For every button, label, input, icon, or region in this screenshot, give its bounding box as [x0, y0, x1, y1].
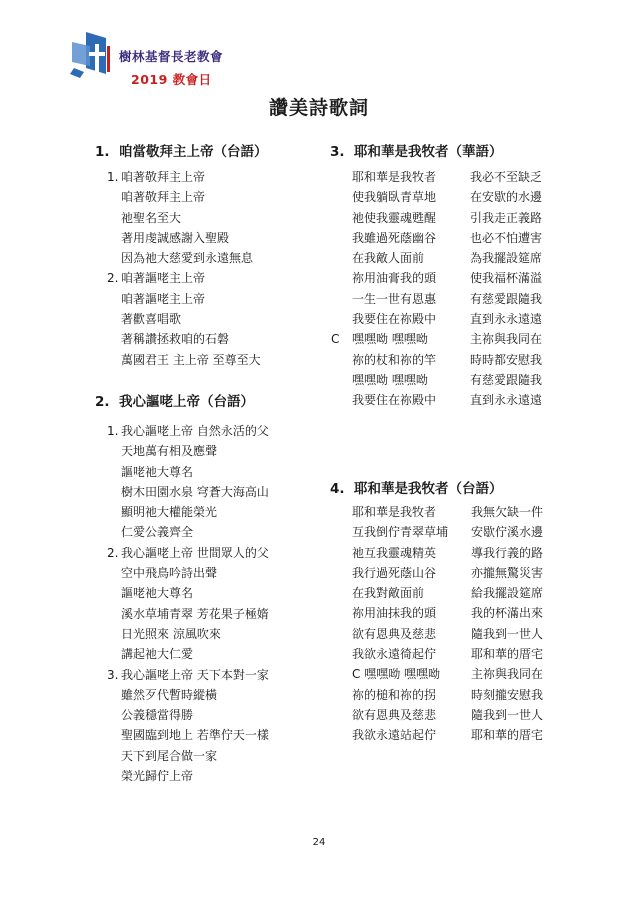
song-title: [330, 477, 503, 497]
lyric-line: [352, 664, 543, 684]
lyric-text: 耶和華是我牧者: [352, 505, 437, 519]
lyric-text: 欲有恩典及慈悲: [352, 707, 437, 722]
lyric-text: 有慈愛跟隨我: [470, 291, 543, 306]
lyric-line: [352, 644, 543, 664]
lyric-text: 樹木田園水泉 穹蒼大海高山: [121, 484, 269, 499]
lyric-text: 咱著敬拜主上帝: [121, 190, 206, 205]
lyric-line: [121, 685, 269, 705]
lyric-text: 雖然歹代暫時縱橫: [121, 687, 218, 702]
lyric-line: [121, 522, 269, 542]
lyric-line: [121, 350, 261, 370]
lyric-line: [121, 228, 261, 248]
lyric-line: [121, 482, 269, 502]
lyric-line: [107, 421, 269, 441]
song-title-text: 咱當敬拜主上帝（台語）: [119, 144, 268, 160]
lyric-text: 給我擺設筵席: [471, 586, 544, 601]
lyric-text: 隨我到一世人: [471, 626, 544, 641]
verse-number: 1.: [107, 424, 119, 438]
lyric-text: 我欲永遠站起佇: [352, 728, 437, 743]
lyric-text: 亦攏無驚災害: [471, 565, 544, 580]
lyric-text: 祢用油膏我的頭: [352, 271, 437, 286]
lyric-line: [121, 563, 269, 583]
lyric-line: [121, 441, 269, 461]
song-title: [95, 140, 268, 160]
lyric-line: [121, 725, 269, 745]
lyric-line: [121, 329, 261, 349]
lyric-line: [121, 289, 261, 309]
lyric-line: [121, 248, 261, 268]
lyric-text: 時時都安慰我: [470, 352, 543, 367]
lyric-text: 有慈愛跟隨我: [470, 372, 543, 387]
lyric-line: [121, 462, 269, 482]
lyric-text: 互我倒佇青翠草埔: [352, 525, 449, 540]
lyric-line: [352, 543, 543, 563]
lyric-line: [121, 624, 269, 644]
lyric-text: 主祢與我同在: [471, 667, 544, 682]
lyric-text: 著歡喜唱歌: [121, 312, 182, 327]
song-lyrics: [331, 167, 543, 411]
lyric-text: 咱著敬拜主上帝: [121, 170, 206, 184]
lyric-text: 著稱讚拯救咱的石磐: [121, 332, 230, 347]
lyric-text: 直到永永遠遠: [470, 393, 543, 408]
lyric-text: 我心謳咾上帝 世間眾人的父: [121, 545, 269, 560]
lyric-line: [107, 268, 261, 288]
lyric-text: 日光照來 涼風吹來: [121, 626, 221, 641]
lyric-text: 榮光歸佇上帝: [121, 769, 194, 784]
lyric-text: 我雖過死蔭幽谷: [352, 230, 437, 245]
verse-number: 2.: [107, 271, 119, 286]
lyric-line: [107, 167, 261, 187]
song-number: 1.: [95, 144, 110, 160]
lyric-line: [352, 583, 543, 603]
song-title-text: 耶和華是我牧者（華語）: [354, 144, 503, 160]
event-subtitle: 2019 教會日: [131, 72, 212, 87]
song-number: 3.: [330, 144, 345, 160]
lyric-line: [352, 502, 543, 522]
lyric-text: 欲有恩典及慈悲: [352, 626, 437, 641]
lyric-line: [121, 746, 269, 766]
lyric-line: [352, 228, 542, 248]
lyric-line: [352, 390, 542, 410]
lyric-line: [107, 665, 269, 685]
lyric-text: 導我行義的路: [471, 545, 544, 560]
lyric-text: 祢用油抹我的頭: [352, 606, 437, 621]
lyric-text: C 嘿嘿呦 嘿嘿呦: [352, 667, 441, 682]
lyric-text: 我必不至缺乏: [470, 170, 543, 184]
song-title: [330, 140, 503, 160]
lyric-line: [352, 522, 543, 542]
lyric-line: [352, 563, 543, 583]
song-title-text: 我心謳咾上帝（台語）: [119, 394, 254, 410]
lyric-text: 耶和華的厝宅: [471, 647, 544, 662]
lyric-line: [121, 502, 269, 522]
lyric-text: 我心謳咾上帝 自然永活的父: [121, 424, 269, 438]
lyric-text: 在我對敵面前: [352, 586, 425, 601]
lyric-text: 天下到尾合做一家: [121, 748, 218, 763]
lyric-text: 主祢與我同在: [470, 332, 543, 347]
lyric-line: [121, 583, 269, 603]
song-lyrics: [107, 167, 261, 370]
lyric-text: 聖國臨到地上 若準佇天一樣: [121, 728, 269, 743]
lyric-line: [121, 208, 261, 228]
verse-number: 1.: [107, 170, 119, 184]
lyric-text: 空中飛鳥吟詩出聲: [121, 566, 218, 581]
lyric-line: [121, 705, 269, 725]
church-logo: [66, 28, 122, 80]
lyric-text: 我欲永遠徛起佇: [352, 647, 437, 662]
song-title: [95, 390, 254, 410]
lyric-line: [352, 208, 542, 228]
lyric-line: [121, 644, 269, 664]
song-lyrics: [352, 502, 543, 746]
lyric-line: [352, 725, 543, 745]
lyric-line: [331, 329, 543, 349]
lyric-text: 謳咾祂大尊名: [121, 464, 194, 479]
lyric-line: [352, 289, 542, 309]
lyric-text: 講起祂大仁愛: [121, 647, 194, 662]
lyric-text: 咱著謳咾主上帝: [121, 291, 206, 306]
lyric-text: 隨我到一世人: [471, 707, 544, 722]
song-number: 4.: [330, 481, 345, 497]
lyric-line: [121, 309, 261, 329]
lyric-text: 祢的杖和祢的竿: [352, 352, 437, 367]
lyric-text: 因為祂大慈愛到永遠無息: [121, 251, 254, 266]
lyric-line: [352, 350, 542, 370]
lyric-text: 嘿嘿呦 嘿嘿呦: [352, 372, 428, 387]
lyric-text: 使我福杯滿溢: [470, 271, 543, 286]
lyric-text: 祢的槌和祢的拐: [352, 687, 437, 702]
lyric-text: 咱著謳咾主上帝: [121, 271, 206, 286]
lyric-text: 祂聖名至大: [121, 210, 182, 225]
church-name: 樹林基督長老教會: [119, 49, 224, 64]
lyric-line: [352, 187, 542, 207]
lyric-text: 我無欠缺一件: [471, 505, 544, 519]
lyric-line: [352, 248, 542, 268]
lyric-text: 我的杯滿出來: [471, 606, 544, 621]
lyric-text: 嘿嘿呦 嘿嘿呦: [352, 332, 428, 347]
lyric-line: [352, 370, 542, 390]
lyric-text: 耶和華是我牧者: [352, 170, 437, 184]
lyric-text: 一生一世有恩惠: [352, 291, 437, 306]
lyric-text: 謳咾祂大尊名: [121, 586, 194, 601]
lyric-text: 仁愛公義齊全: [121, 525, 194, 540]
page-title: 讚美詩歌詞: [268, 97, 369, 119]
lyric-text: 為我擺設筵席: [470, 251, 543, 266]
lyric-line: [352, 603, 543, 623]
lyric-line: [121, 766, 269, 786]
chorus-marker: C: [331, 332, 340, 347]
lyric-text: 直到永永遠遠: [470, 312, 543, 327]
lyric-line: [352, 167, 542, 187]
page-number: 24: [312, 837, 326, 848]
lyric-text: 天地萬有相及應聲: [121, 444, 218, 459]
lyric-line: [352, 705, 543, 725]
lyric-text: 時刻攏安慰我: [471, 687, 544, 702]
lyric-text: 著用虔誠感謝入聖殿: [121, 230, 230, 245]
verse-number: 2.: [107, 545, 119, 560]
lyric-line: [121, 604, 269, 624]
lyric-text: 我心謳咾上帝 天下本對一家: [121, 667, 269, 682]
lyric-text: 公義穩當得勝: [121, 708, 194, 723]
lyric-text: 引我走正義路: [470, 210, 543, 225]
lyric-line: [107, 543, 269, 563]
lyric-text: 耶和華的厝宅: [471, 728, 544, 743]
lyric-text: 我要住在祢殿中: [352, 393, 437, 408]
lyric-line: [352, 309, 542, 329]
lyric-text: 祂使我靈魂甦醒: [352, 210, 437, 225]
lyric-text: 我行過死蔭山谷: [352, 565, 437, 580]
verse-number: 3.: [107, 667, 119, 682]
lyric-text: 我要住在祢殿中: [352, 312, 437, 327]
lyric-line: [121, 187, 261, 207]
song-title-text: 耶和華是我牧者（台語）: [354, 481, 503, 497]
lyric-text: 安歇佇溪水邊: [471, 525, 544, 540]
lyric-line: [352, 268, 542, 288]
lyric-text: 祂互我靈魂精英: [352, 545, 437, 560]
lyric-line: [352, 685, 543, 705]
lyric-text: 萬國君王 主上帝 至尊至大: [121, 352, 261, 367]
lyric-text: 溪水草埔青翠 芳花果子極媠: [121, 606, 269, 621]
lyric-text: 也必不怕遭害: [470, 230, 543, 245]
lyric-text: 使我躺臥青草地: [352, 190, 437, 205]
lyric-line: [352, 624, 543, 644]
lyric-text: 在安歇的水邊: [470, 190, 543, 205]
lyric-text: 顯明祂大權能榮光: [121, 505, 218, 520]
song-number: 2.: [95, 394, 110, 410]
lyric-text: 在我敵人面前: [352, 251, 425, 266]
song-lyrics: [107, 421, 269, 786]
